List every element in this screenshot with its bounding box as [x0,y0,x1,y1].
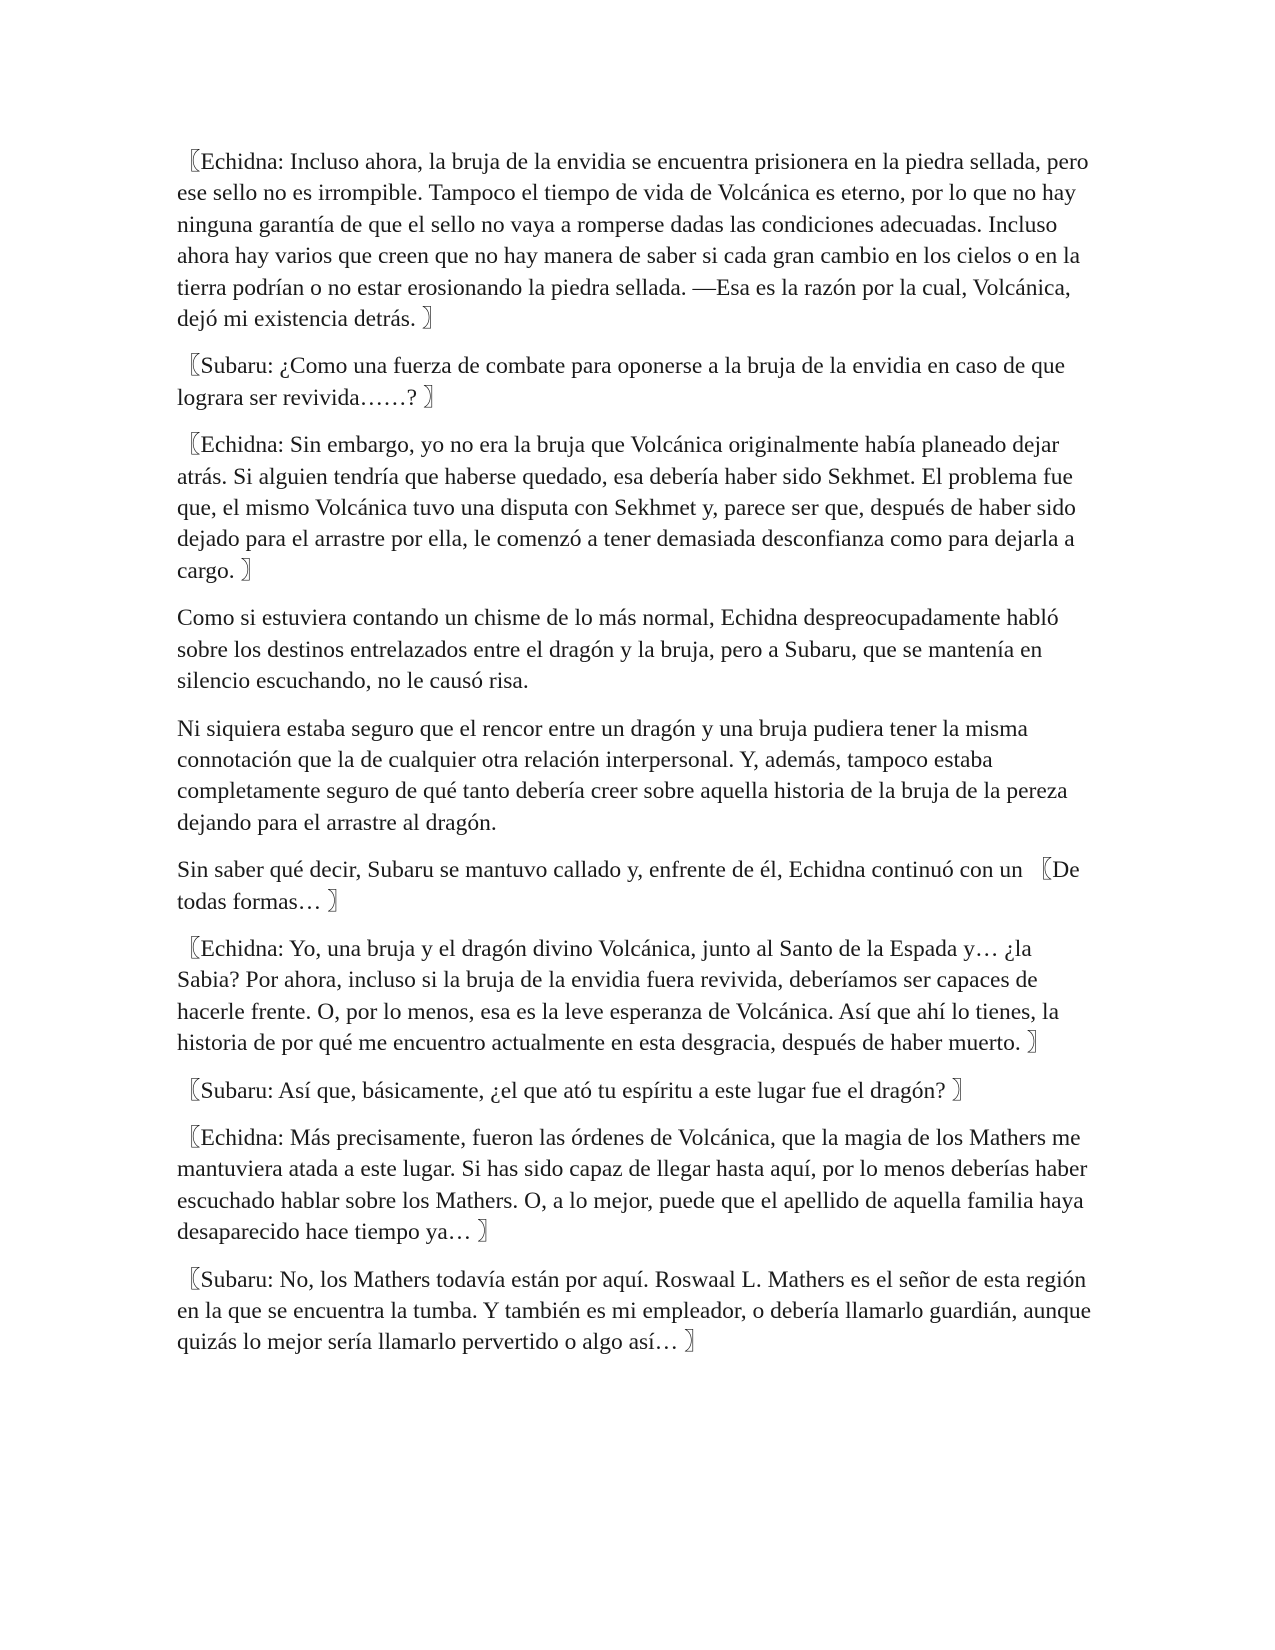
dialogue-echidna-4: 〖Echidna: Más precisamente, fueron las órdenes de Volcánica, que la magia de los Mathers me mantuviera atada a este lugar. Si has sido capaz de llegar hasta aquí, por lo menos deberías haber escuchado hablar sobre los Mathers. O, a lo mejor, puede que el apellido de aquella familia haya desaparecido hace tiempo ya… 〗 [177,1124,1088,1246]
narration-paragraph-2: Ni siquiera estaba seguro que el rencor entre un dragón y una bruja pudiera tener la misma connotación que la de cualquier otra relación interpersonal. Y, además, tampoco estaba completamente seguro de qué tanto debería creer sobre aquella historia de la bruja de la pereza dejando para el arrastre al dragón. [177,715,1068,836]
dialogue-echidna-3: 〖Echidna: Yo, una bruja y el dragón divino Volcánica, junto al Santo de la Espada y… ¿la Sabia? Por ahora, incluso si la bruja de la envidia fuera revivida, deberíamos ser capaces de hacerle frente. O, por lo menos, esa es la leve esperanza de Volcánica. Así que ahí lo tienes, la historia de por qué me encuentro actualmente en esta desgracia, después de haber muerto. 〗 [177,935,1059,1057]
narration-paragraph-1: Como si estuviera contando un chisme de lo más normal, Echidna despreocupadamente habló sobre los destinos entrelazados entre el dragón y la bruja, pero a Subaru, que se mantenía en silencio escuchando, no le causó risa. [177,605,1059,695]
dialogue-subaru-2: 〖Subaru: Así que, básicamente, ¿el que ató tu espíritu a este lugar fue el dragón? 〗 [177,1077,976,1104]
dialogue-subaru-3: 〖Subaru: No, los Mathers todavía están por aquí. Roswaal L. Mathers es el señor de esta región en la que se encuentra la tumba. Y también es mi empleador, o debería llamarlo guardián, aunque quizás lo mejor sería llamarlo pervertido o algo así… 〗 [177,1266,1092,1356]
dialogue-echidna-1: 〖Echidna: Incluso ahora, la bruja de la envidia se encuentra prisionera en la piedra sellada, pero ese sello no es irrompible. Tampoco el tiempo de vida de Volcánica es eterno, por lo que no hay ninguna garantía de que el sello no vaya a romperse dadas las condiciones adecuadas. Incluso ahora hay varios que creen que no hay manera de saber si cada gran cambio en los cielos o en la tierra podrían o no estar erosionando la piedra sellada. —Esa es la razón por la cual, Volcánica, dejó mi existencia detrás. 〗 [177,149,1089,333]
narration-paragraph-3: Sin saber qué decir, Subaru se mantuvo callado y, enfrente de él, Echidna continuó con un 〖De todas formas… 〗 [177,857,1080,915]
dialogue-subaru-1: 〖Subaru: ¿Como una fuerza de combate para oponerse a la bruja de la envidia en caso de que lograra ser revivida……? 〗 [177,353,1066,411]
dialogue-echidna-2: 〖Echidna: Sin embargo, yo no era la bruja que Volcánica originalmente había planeado dejar atrás. Si alguien tendría que haberse quedado, esa debería haber sido Sekhmet. El problema fue que, el mismo Volcánica tuvo una disputa con Sekhmet y, parece ser que, después de haber sido dejado para el arrastre por ella, le comenzó a tener demasiada desconfianza como para dejarla a cargo. 〗 [177,432,1076,584]
document-body [177,147,1097,1375]
